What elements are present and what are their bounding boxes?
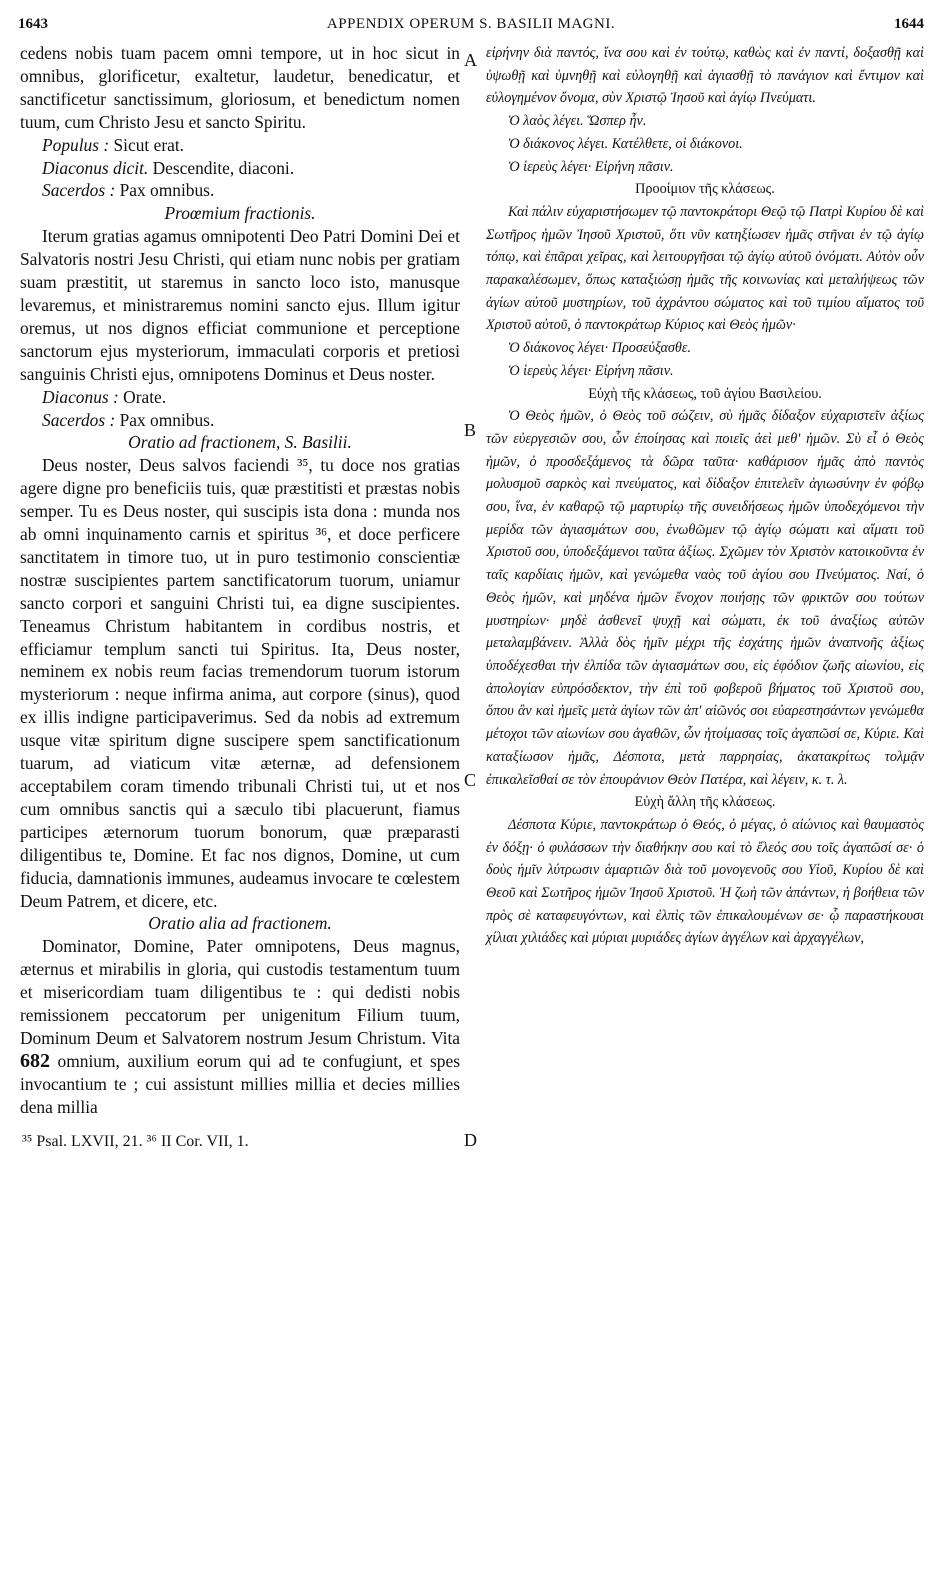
greek-rubric-line: Ὁ λαὸς λέγει. Ὥσπερ ἦν.: [508, 113, 647, 130]
section-heading: Oratio alia ad fractionem.: [148, 913, 332, 934]
running-title: APPENDIX OPERUM S. BASILII MAGNI.: [326, 16, 616, 32]
latin-paragraph: [20, 935, 460, 1118]
section-heading: Oratio ad fractionem, S. Basilii.: [128, 432, 352, 453]
paragraph-text: omnium, auxilium eorum qui ad te confugiunt, et spes invocantium te ; cui assistunt millies millia et decies millies dena millia: [20, 1050, 460, 1117]
latin-rubric-line: [20, 134, 460, 157]
greek-section-heading: Προοίμιον τῆς κλάσεως.: [635, 181, 775, 198]
speaker-label: Sacerdos :: [42, 180, 116, 201]
page-number-left: 1643: [18, 16, 48, 32]
greek-rubric-line: Ὁ διάκονος λέγει· Προσεύξασθε.: [508, 340, 691, 357]
greek-rubric-line: Ὁ διάκονος λέγει. Κατέλθετε, οἱ διάκονοι.: [508, 135, 743, 152]
rubric-text: Pax omnibus.: [115, 409, 215, 430]
margin-letter-a: A: [464, 50, 477, 70]
section-heading: Proœmium fractionis.: [164, 203, 316, 224]
column-number: 682: [20, 1049, 50, 1072]
rubric-text: Descendite, diaconi.: [148, 157, 295, 178]
greek-rubric-line: Ὁ ἱερεὺς λέγει· Εἰρήνη πᾶσιν.: [508, 362, 674, 379]
margin-letter-b: B: [464, 420, 477, 440]
page-header: [0, 0, 942, 40]
greek-paragraph: Ὁ Θεὸς ἡμῶν, ὁ Θεὸς τοῦ σώζειν, σὺ ἡμᾶς δίδαξον εὐχαριστεῖν ἀξίως τῶν εὐεργεσιῶν σου, ὧν ἐποίησας καὶ ποιεῖς ἀεὶ μεθ' ἡμῶν. Σὺ εἶ ὁ Θεὸς ἡμῶν, ὁ προσδεξάμενος τὰ δῶρα ταῦτα· καθάρισον ἡμᾶς ἀπὸ παντὸς μολυσμοῦ σαρκὸς καὶ πνεύματος, καὶ δίδαξον ἐπιτελεῖν ἁγιωσύνην ἐν φόβῳ σου, ἵνα, ἐν καθαρῷ τῷ μαρτυρίῳ τῆς συνειδήσεως ἡμῶν ὑποδεχόμενοι τὴν μερίδα τῶν ἁγιασμάτων σου, ἑνωθῶμεν τῷ ἁγίῳ σώματι καὶ αἵματι τοῦ Χριστοῦ σου, ὑποδεξάμενοι ταῦτα ἀξίως. Σχῶμεν τὸν Χριστὸν κατοικοῦντα ἐν ταῖς καρδίαις ἡμῶν, καὶ γενώμεθα ναὸς τοῦ ἁγίου σου Πνεύματος. Ναί, ὁ Θεὸς ἡμῶν, καὶ μηδένα ἡμῶν ἔνοχον ποιήσῃς τῶν φρικτῶν σου τούτων μυστηρίων· μηδὲ ἀσθενεῖ ψυχῇ καὶ σώματι, ἐκ τοῦ ἀναξίως αὐτῶν μεταλαμβάνειν. Ἀλλὰ δὸς ἡμῖν μέχρι τῆς ἐσχάτης ἡμῶν ἀναπνοῆς ἀξίως ὑποδέχεσθαι τὴν ἐλπίδα τῶν ἁγιασμάτων σου, εἰς ἐφόδιον ζωῆς αἰωνίου, εἰς ἀπολογίαν εὐπρόσδεκτον, τὴν ἐπὶ τοῦ φοβεροῦ βήματος τοῦ Χριστοῦ σου, ὅπου ἂν καὶ ἡμεῖς μετὰ ἁγίων τῶν ἀπ' αἰῶνός σοι εὐαρεστησάντων γενώμεθα μέτοχοι τῶν αἰωνίων σου ἀγαθῶν, ὧν ἡτοίμασας τοῖς ἀγαπῶσί σε, Κύριε. Καὶ καταξίωσον ἡμᾶς, Δέσποτα, μετὰ παρρησίας, ἀκατακρίτως τολμᾷν ἐπικαλεῖσθαί σε τὸν ἐπουράνιον Θεὸν Πατέρα, καὶ λέγειν, κ. τ. λ.: [486, 408, 924, 788]
rubric-text: Pax omnibus.: [115, 180, 215, 201]
latin-rubric-line: [20, 386, 460, 409]
speaker-label: Populus :: [42, 134, 110, 155]
page-number-right: 1644: [894, 16, 924, 32]
greek-paragraph: Καὶ πάλιν εὐχαριστήσωμεν τῷ παντοκράτορι Θεῷ τῷ Πατρὶ Κυρίου δὲ καὶ Σωτῆρος ἡμῶν Ἰησοῦ Χριστοῦ, ὅτι νῦν κατηξίωσεν ἡμᾶς στῆναι ἐν τῷ ἁγίῳ τόπῳ, καὶ ἐπᾶραι χεῖρας, καὶ λειτουργῆσαι τῷ ἁγίῳ αὐτοῦ ὀνόματι. Αὐτὸν οὖν παρακαλέσωμεν, ὅπως καταξιώσῃ ἡμᾶς τῆς κοινωνίας καὶ μεταλήψεως τῶν ἁγίων αὐτοῦ μυστηρίων, τοῦ ἀχράντου σώματος καὶ τοῦ τιμίου αἵματος τοῦ Χριστοῦ αὐτοῦ, ὁ παντοκράτωρ Κύριος καὶ Θεὸς ἡμῶν·: [486, 203, 924, 334]
greek-paragraph: Δέσποτα Κύριε, παντοκράτωρ ὁ Θεός, ὁ μέγας, ὁ αἰώνιος καὶ θαυμαστὸς ἐν δόξῃ· ὁ φυλάσσων τὴν διαθήκην σου καὶ τὸ ἔλεός σου τοῖς ἀγαπῶσί σε· ὁ δοὺς ἡμῖν λύτρωσιν ἁμαρτιῶν διὰ τοῦ μονογενοῦς σου Υἱοῦ, Κυρίου δὲ καὶ Θεοῦ καὶ Σωτῆρος ἡμῶν Ἰησοῦ Χριστοῦ. Ἡ ζωὴ τῶν ἁπάντων, ἡ βοήθεια τῶν πρὸς σὲ καταφευγόντων, καὶ ἐλπὶς τῶν ἐπικαλουμένων σε· ᾧ παραστήκουσι χίλιαι χιλιάδες καὶ μύριαι μυριάδες ἁγίων ἀγγέλων καὶ ἀρχαγγέλων,: [486, 816, 924, 947]
paragraph-text: Dominator, Domine, Pater omnipotens, Deus magnus, æternus et mirabilis in gloria, qui custodis testamentum tuum et misericordiam tuam diligentibus te : qui dedisti nobis remissionem peccatorum per unigenitum Filium tuum, Dominum Deum et Salvatorem nostrum Jesum Christum. Vita: [20, 936, 460, 1048]
latin-paragraph: Iterum gratias agamus omnipotenti Deo Patri Domini Dei et Salvatoris nostri Jesu Christi, qui etiam nunc nobis per gratiam suam præstitit, ut staremus in sancto loco isto, manusque levaremus, et ministraremus nomini sancto ejus. Illum igitur oremus, ut nos dignos efficiat communione et perceptione sanctorum ejus mysteriorum, immaculati corporis et pretiosi sanguinis Christi ejus, omnipotens Dominus et Deus noster.: [20, 226, 460, 384]
footnote: ³⁵ Psal. LXVII, 21. ³⁶ II Cor. VII, 1.: [22, 1133, 249, 1150]
greek-section-heading: Εὐχὴ ἄλλη τῆς κλάσεως.: [634, 794, 776, 811]
latin-rubric-line: [20, 409, 460, 432]
speaker-label: Diaconus dicit.: [42, 157, 149, 178]
greek-section-heading: Εὐχὴ τῆς κλάσεως, τοῦ ἁγίου Βασιλείου.: [588, 385, 822, 402]
latin-rubric-line: [20, 179, 460, 202]
speaker-label: Sacerdos :: [42, 409, 116, 430]
rubric-text: Sicut erat.: [109, 134, 185, 155]
greek-column: [486, 42, 924, 950]
greek-rubric-line: Ὁ ἱερεὺς λέγει· Εἰρήνη πᾶσιν.: [508, 158, 674, 175]
latin-paragraph: Deus noster, Deus salvos faciendi ³⁵, tu doce nos gratias agere digne pro beneficiis tuis, quæ præstitisti et præstas nobis semper. Tu es Deus noster, qui suscipis ista dona : munda nos ab omni inquinamento carnis et spiritus ³⁶, et doce perficere sanctitatem in timore tuo, ut in puro testimonio conscientiæ nostræ suscipientes partem sanctificatorum tuorum, uniamur sancto corpori et sanguini Christi tui, ea digne suscipientes. Teneamus Christum habitantem in cordibus nostris, et efficiamur templum sancti tui Spiritus. Ita, Deus noster, neminem ex nobis reum facias tremendorum tuorum istorum mysteriorum : neque infirma anima, aut corpore (sinus), quod ex illis indigne participaverimus. Sed da nobis ad extremum usque vitæ spiritum digne suscipere spem sanctificationum tuarum, ad viaticum vitæ æternæ, ad defensionem acceptabilem coram timendo tribunali Christi tui, ut et nos cum omnibus sanctis qui a sæculo tibi placuerunt, fiamus participes æternorum tuorum bonorum, quæ præparasti diligentibus te, Domine. Et fac nos dignos, Domine, ut cum fiducia, damnationis immunes, audeamus invocare te cœlestem Deum Patrem, et dicere, etc.: [20, 455, 460, 911]
greek-paragraph: εἰρήνην διὰ παντός, ἵνα σου καὶ ἐν τούτῳ, καθὼς καὶ ἐν παντί, δοξασθῇ καὶ ὑψωθῇ καὶ ὑμνηθῇ καὶ εὐλογηθῇ καὶ ἁγιασθῇ τὸ πανάγιον καὶ ἔντιμον καὶ εὐλογημένον ὄνομα, σὺν Χριστῷ Ἰησοῦ καὶ ἁγίῳ Πνεύματι.: [486, 45, 924, 107]
margin-letter-d: D: [464, 1130, 477, 1150]
speaker-label: Diaconus :: [42, 386, 119, 407]
latin-paragraph: cedens nobis tuam pacem omni tempore, ut in hoc sicut in omnibus, glorificetur, exaltetur, laudetur, benedicatur, et sanctificetur sanctissimum, gloriosum, et benedictum nomen tuum, cum Christo Jesu et sancto Spiritu.: [20, 43, 460, 132]
latin-column: [20, 42, 460, 1119]
latin-rubric-line: [20, 157, 460, 180]
margin-letter-c: C: [464, 770, 477, 790]
rubric-text: Orate.: [118, 386, 167, 407]
